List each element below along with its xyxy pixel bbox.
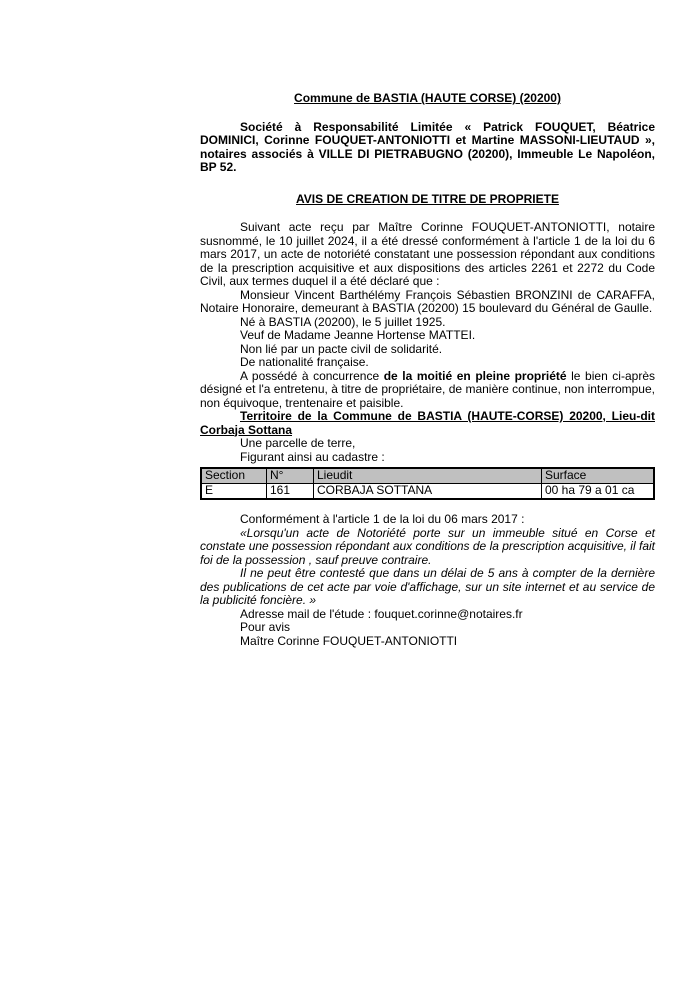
table-row bbox=[201, 484, 654, 500]
cadastre-table bbox=[200, 467, 655, 500]
commune-title: Commune de BASTIA (HAUTE CORSE) (20200) bbox=[294, 91, 561, 105]
header-cell-numero: N° bbox=[267, 468, 314, 484]
nationality-line: De nationalité française. bbox=[240, 355, 369, 369]
parcelle-line: Une parcelle de terre, bbox=[240, 436, 356, 450]
table-header-row bbox=[201, 468, 654, 484]
quote-paragraph-1: «Lorsqu'un acte de Notoriété porte sur un immeuble situé en Corse et constate une possession répondant aux conditions de la prescription acquisitive, il fait foi de la possession , sauf preuve contraire. bbox=[200, 525, 655, 567]
quote-paragraph-2: Il ne peut être contesté que dans un délai de 5 ans à compter de la dernière des publications de cet acte par voie d'affichage, sur un site internet et au service de la publicité foncière. » bbox=[200, 566, 655, 607]
monsieur-paragraph: Monsieur Vincent Barthélémy François Sébastien BRONZINI de CARAFFA, Notaire Honoraire, demeurant à BASTIA (20200) 15 boulevard du Général de Gaulle. bbox=[200, 287, 655, 315]
widower-line: Veuf de Madame Jeanne Hortense MATTEI. bbox=[240, 328, 476, 342]
conformement-line: Conformément à l'article 1 de la loi du 06 mars 2017 : bbox=[240, 512, 525, 526]
email-line: Adresse mail de l'étude : fouquet.corinne@notaires.fr bbox=[240, 606, 523, 621]
document-content bbox=[200, 92, 655, 648]
pour-avis-line: Pour avis bbox=[240, 620, 291, 634]
cadastre-line: Figurant ainsi au cadastre : bbox=[240, 449, 385, 464]
cell-surface: 00 ha 79 a 01 ca bbox=[542, 484, 655, 500]
header-cell-lieudit: Lieudit bbox=[314, 468, 542, 484]
cell-numero: 161 bbox=[267, 484, 314, 500]
territoire-heading: Territoire de la Commune de BASTIA (HAUTE-CORSE) 20200, Lieu-dit Corbaja Sottana bbox=[200, 409, 655, 437]
company-paragraph: Société à Responsabilité Limitée « Patrick FOUQUET, Béatrice DOMINICI, Corinne FOUQUET-ANTONIOTTI et Martine MASSONI-LIEUTAUD », notaires associés à VILLE DI PIETRABUGNO (20200), Immeuble Le Napoléon, BP 52. bbox=[200, 119, 655, 174]
signature-line: Maître Corinne FOUQUET-ANTONIOTTI bbox=[240, 633, 458, 648]
birth-line: Né à BASTIA (20200), le 5 juillet 1925. bbox=[240, 314, 446, 329]
avis-heading: AVIS DE CREATION DE TITRE DE PROPRIETE bbox=[296, 191, 559, 206]
cell-lieudit: CORBAJA SOTTANA bbox=[314, 484, 542, 500]
possession-text-bold: de la moitié en pleine propriété bbox=[383, 368, 567, 383]
pacs-line: Non lié par un pacte civil de solidarité. bbox=[240, 341, 443, 356]
possession-text-after: le bien ci-après désigné et l'a entretenu, à titre de propriétaire, de manière continue, non interrompue, non équivoque, trentenaire et paisible. bbox=[200, 368, 655, 410]
possession-text-before: A possédé à concurrence bbox=[240, 368, 384, 383]
header-cell-section: Section bbox=[201, 468, 267, 484]
cell-section: E bbox=[201, 484, 267, 500]
header-cell-surface: Surface bbox=[542, 468, 655, 484]
acte-paragraph: Suivant acte reçu par Maître Corinne FOUQUET-ANTONIOTTI, notaire susnommé, le 10 juillet 2024, il a été dressé conformément à l'article 1 de la loi du 6 mars 2017, un acte de notoriété constatant une possession répondant aux conditions de la prescription acquisitive et aux dispositions des articles 2261 et 2272 du Code Civil, aux termes duquel il a été déclaré que : bbox=[200, 220, 655, 288]
possession-paragraph bbox=[200, 370, 655, 411]
